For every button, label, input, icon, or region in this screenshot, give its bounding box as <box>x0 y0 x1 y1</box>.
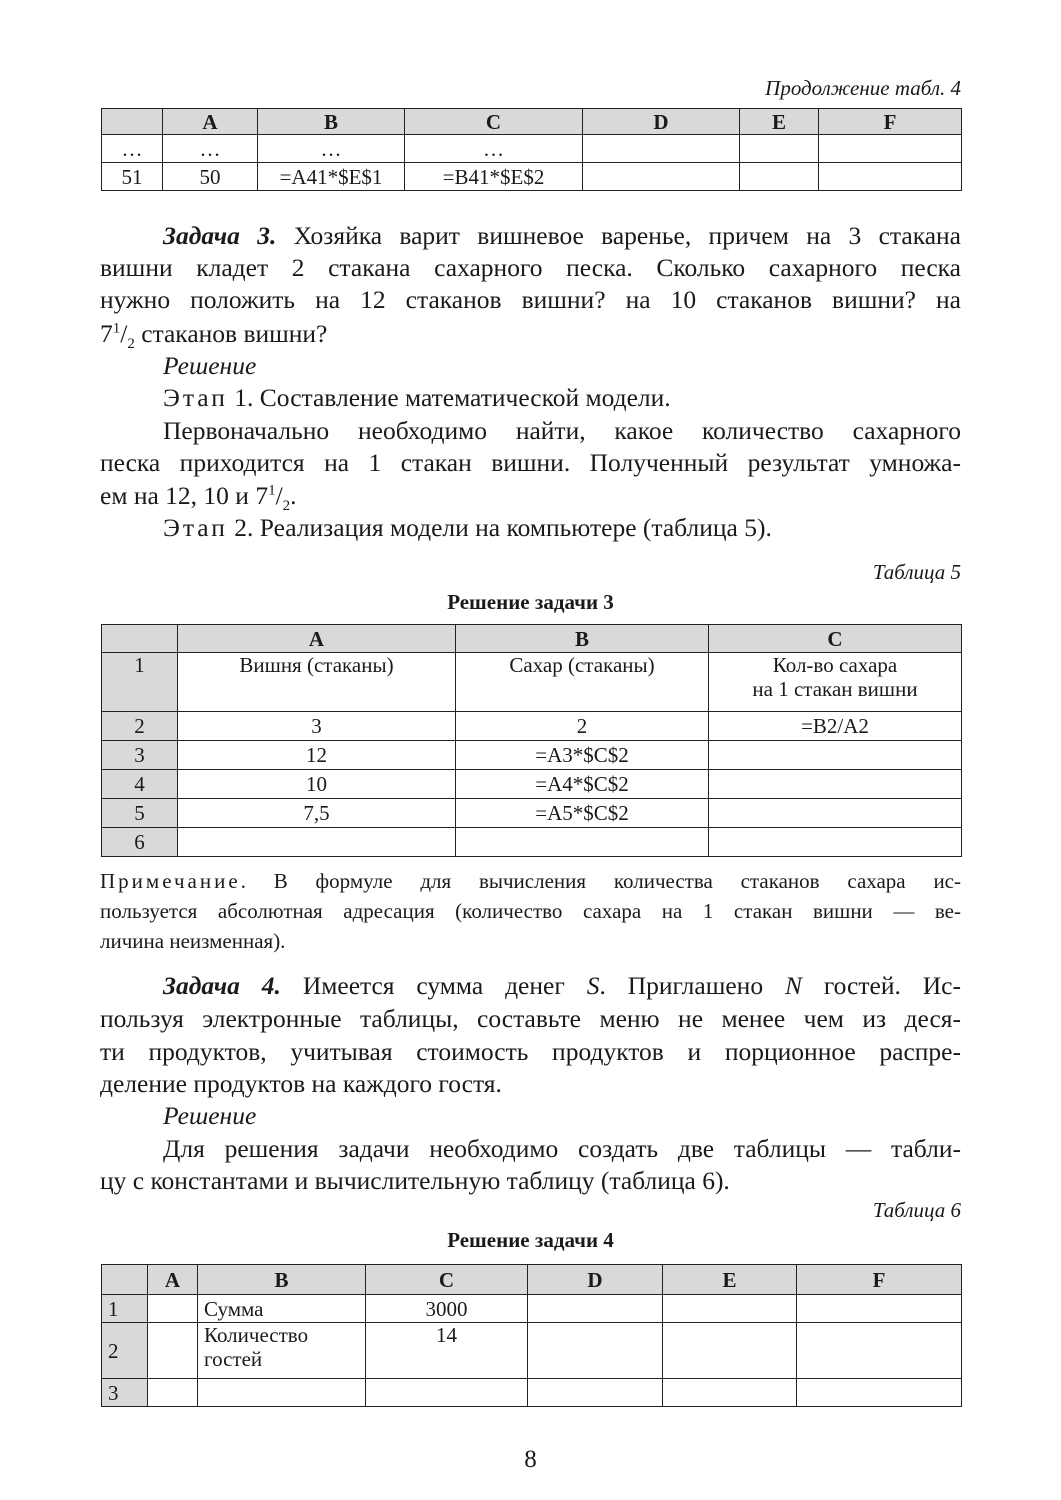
solution-line1: Для решения задачи необходимо создать две таблицы — табли- <box>163 1134 961 1163</box>
variable-n: N <box>784 971 802 1000</box>
table-row <box>102 653 962 712</box>
row-header: 3 <box>102 1379 148 1407</box>
column-header-d: D <box>528 1265 663 1295</box>
note-line1 <box>100 866 961 896</box>
table-row <box>102 1379 962 1407</box>
column-header-a: A <box>148 1265 198 1295</box>
cell <box>148 1323 198 1379</box>
row-header: 5 <box>102 799 178 828</box>
cell <box>740 163 819 191</box>
row-header: 1 <box>102 653 178 712</box>
task3-label: Задача 3. <box>163 221 277 250</box>
task4-text: гостей. Ис- <box>801 971 961 1000</box>
row-header: 2 <box>102 1323 148 1379</box>
solution-line2: цу с константами и вычислительную таблицу (таблица 6). <box>100 1166 730 1195</box>
cell <box>797 1379 962 1407</box>
column-header-e: E <box>663 1265 797 1295</box>
solution-heading: Решение <box>163 351 257 380</box>
task3-line4 <box>100 318 961 353</box>
cell <box>797 1295 962 1323</box>
task4-line4: деление продуктов на каждого гостя. <box>100 1069 502 1098</box>
cell <box>709 741 962 770</box>
column-header-c: C <box>366 1265 528 1295</box>
model-line3 <box>100 480 961 515</box>
table-row <box>102 163 962 191</box>
note-line3: личина неизменная). <box>100 929 286 953</box>
cell: Вишня (стаканы) <box>178 653 456 712</box>
cell <box>819 135 962 163</box>
stage-text: 2. Реализация модели на компьютере (таблица 5). <box>227 513 772 542</box>
corner-cell <box>102 109 163 135</box>
cell <box>709 653 962 712</box>
fraction-denominator: 2 <box>282 498 291 515</box>
page-number: 8 <box>524 1446 537 1473</box>
row-header: 1 <box>102 1295 148 1323</box>
cell: 14 <box>366 1323 528 1379</box>
table-row <box>102 741 962 770</box>
note-text: . В формуле для вычисления количества стаканов сахара ис- <box>240 869 961 893</box>
corner-cell <box>102 625 178 653</box>
cell: 3000 <box>366 1295 528 1323</box>
model-text-end: . <box>290 481 297 510</box>
cell-line: Кол-во сахара <box>772 653 898 677</box>
table6-caption: Таблица 6 <box>872 1198 961 1222</box>
model-line2: песка приходится на 1 стакан вишни. Полученный результат умножа- <box>100 448 961 477</box>
cell <box>709 828 962 857</box>
cell <box>583 135 740 163</box>
task3-line2: вишни кладет 2 стакана сахарного песка. Сколько сахарного песка <box>100 253 961 282</box>
table-header-row <box>102 1265 962 1295</box>
cell <box>198 1379 366 1407</box>
table-row <box>102 770 962 799</box>
task4-text: Имеется сумма денег <box>280 971 587 1000</box>
stage-text: 1. Составление математической модели. <box>227 383 671 412</box>
cell: 3 <box>178 712 456 741</box>
cell: =A5*$C$2 <box>456 799 709 828</box>
model-line1: Первоначально необходимо найти, какое количество сахарного <box>163 416 961 445</box>
task3-text: стаканов вишни? <box>134 319 328 348</box>
task3-line1 <box>100 220 961 252</box>
model-text: ем на 12, 10 и 7 <box>100 481 269 510</box>
table-header-row <box>102 625 962 653</box>
cell: =A4*$C$2 <box>456 770 709 799</box>
column-header-b: B <box>258 109 405 135</box>
cell: 2 <box>456 712 709 741</box>
cell <box>819 163 962 191</box>
table-6 <box>101 1264 962 1407</box>
task4-line1 <box>100 970 961 1002</box>
cell: 12 <box>178 741 456 770</box>
table-row <box>102 799 962 828</box>
table6-title: Решение задачи 4 <box>447 1228 614 1252</box>
table-row <box>102 135 962 163</box>
cell <box>709 770 962 799</box>
table-4-continuation <box>101 108 962 191</box>
cell <box>528 1323 663 1379</box>
cell: =A3*$C$2 <box>456 741 709 770</box>
table5-title: Решение задачи 3 <box>447 590 614 614</box>
row-header: 3 <box>102 741 178 770</box>
cell <box>178 828 456 857</box>
note-line2: пользуется абсолютная адресация (количество сахара на 1 стакан вишни — ве- <box>100 899 961 923</box>
cell: Сумма <box>198 1295 366 1323</box>
fraction-whole: 7 <box>100 319 113 348</box>
cell-line: на 1 стакан вишни <box>752 677 918 701</box>
fraction-numerator: 1 <box>112 320 121 337</box>
cell <box>528 1295 663 1323</box>
task4-line2: пользуя электронные таблицы, составьте меню не менее чем из деся- <box>100 1004 961 1033</box>
row-header: 4 <box>102 770 178 799</box>
cell <box>528 1379 663 1407</box>
column-header-a: A <box>178 625 456 653</box>
column-header-a: A <box>163 109 258 135</box>
column-header-b: B <box>198 1265 366 1295</box>
table-row <box>102 1295 962 1323</box>
column-header-f: F <box>819 109 962 135</box>
column-header-e: E <box>740 109 819 135</box>
table-5 <box>101 624 962 857</box>
continuation-caption: Продолжение табл. 4 <box>765 76 961 100</box>
row-header: 2 <box>102 712 178 741</box>
variable-s: S <box>586 971 600 1000</box>
cell <box>663 1295 797 1323</box>
table-row <box>102 1323 962 1379</box>
table5-caption: Таблица 5 <box>872 560 961 584</box>
solution-heading: Решение <box>163 1101 257 1130</box>
stage-label: Этап <box>163 513 228 542</box>
fraction-slash: / <box>275 481 283 510</box>
task3-text: Хозяйка варит вишневое варенье, причем на 3 стакана <box>276 221 961 250</box>
stage2-line <box>100 512 961 544</box>
cell: 51 <box>102 163 163 191</box>
column-header-d: D <box>583 109 740 135</box>
stage1-line <box>100 382 961 414</box>
column-header-f: F <box>797 1265 962 1295</box>
column-header-c: C <box>709 625 962 653</box>
task4-line3: ти продуктов, учитывая стоимость продуктов и порционное распре- <box>100 1037 961 1066</box>
cell <box>366 1379 528 1407</box>
fraction-numerator: 1 <box>268 482 276 499</box>
cell <box>740 135 819 163</box>
note-label: Примечание <box>100 869 241 893</box>
column-header-b: B <box>456 625 709 653</box>
fraction-slash: / <box>120 319 128 348</box>
cell: 10 <box>178 770 456 799</box>
table-row <box>102 712 962 741</box>
cell: … <box>405 135 583 163</box>
cell: Сахар (стаканы) <box>456 653 709 712</box>
cell <box>797 1323 962 1379</box>
corner-cell <box>102 1265 148 1295</box>
cell-line: гостей <box>204 1347 263 1371</box>
cell-line: Количество <box>204 1323 309 1347</box>
cell <box>709 799 962 828</box>
cell <box>148 1379 198 1407</box>
cell <box>198 1323 366 1379</box>
task3-line3: нужно положить на 12 стаканов вишни? на 10 стаканов вишни? на <box>100 285 961 314</box>
stage-label: Этап <box>163 383 228 412</box>
cell: … <box>102 135 163 163</box>
cell: =A41*$E$1 <box>258 163 405 191</box>
cell <box>148 1295 198 1323</box>
cell: 7,5 <box>178 799 456 828</box>
cell <box>663 1379 797 1407</box>
table-header-row <box>102 109 962 135</box>
task4-text: . Приглашено <box>599 971 785 1000</box>
row-header: 6 <box>102 828 178 857</box>
cell <box>663 1323 797 1379</box>
column-header-c: C <box>405 109 583 135</box>
cell: … <box>163 135 258 163</box>
cell: … <box>258 135 405 163</box>
cell <box>456 828 709 857</box>
cell: 50 <box>163 163 258 191</box>
cell: =B2/A2 <box>709 712 962 741</box>
cell <box>583 163 740 191</box>
fraction-denominator: 2 <box>127 336 135 353</box>
cell: =B41*$E$2 <box>405 163 583 191</box>
table-row <box>102 828 962 857</box>
task4-label: Задача 4. <box>163 971 281 1000</box>
